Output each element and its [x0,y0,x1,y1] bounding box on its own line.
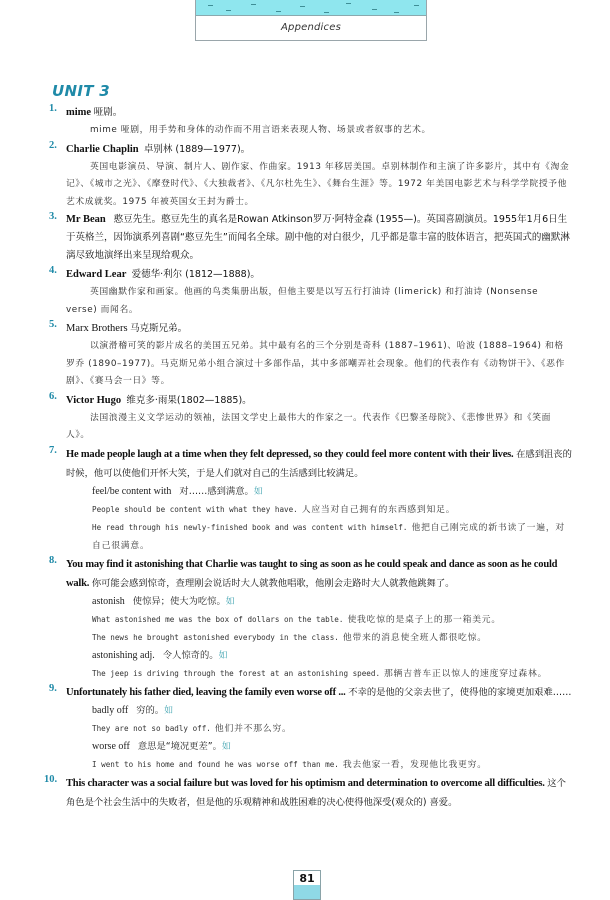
entry-term: Mr Bean [66,214,106,225]
vocab-meaning: 对……感到满意。 [179,485,254,497]
entry-number: 10. [44,773,58,785]
entry-number: 5. [49,319,57,330]
entry-6 [49,390,572,445]
vocab-note [66,647,572,665]
entry-3 [49,211,572,265]
entry-number: 9. [49,682,57,694]
entry-sentence: Unfortunately his father died, leaving the family even worse off ... [66,686,346,698]
entry-8 [49,554,572,683]
example-sentence: People should be content with what they have. 人应当对自己拥有的东西感到知足。 [92,504,456,515]
entry-number: 1. [49,103,57,114]
example-marker: 如 [221,741,231,752]
example-marker: 如 [253,486,263,497]
vocab-meaning: 使惊异；使大为吃惊。 [132,595,226,607]
entry-term-zh: 爱德华·利尔 (1812—1888)。 [131,269,260,280]
entry-number: 6. [49,390,57,402]
entry-body: 法国浪漫主义文学运动的领袖，法国文学史上最伟大的作家之一。代表作《巴黎圣母院》、《悲惨世界》和《笑面人》。 [66,412,552,440]
vocab-meaning: 意思是“境况更差”。 [137,740,222,752]
entry-translation: 不幸的是他的父亲去世了，使得他的家境更加艰难…… [348,686,572,698]
entry-term-zh: 哑剧。 [93,107,123,118]
entry-term: mime [66,107,92,118]
entry-body: mime 哑剧，用手势和身体的动作而不用言语来表现人物、场景或者叙事的艺术。 [90,125,431,135]
entry-4 [49,265,572,319]
entry-sentence: This character was a social failure but was loved for his optimism and determination to overcome all difficulties. [66,777,545,789]
entry-term: Edward Lear [66,269,127,280]
section-banner [195,0,427,41]
page-content [44,82,572,812]
vocab-phrase: badly off [92,704,129,716]
unit-title: UNIT 3 [52,82,111,100]
section-title: Appendices [280,22,341,33]
example-marker: 如 [225,596,235,607]
entry-body: 英国幽默作家和画家。他画的鸟类集册出版，但他主要是以写五行打油诗 (limerick) 和打油诗 (Nonsense verse) 而闻名。 [66,287,539,315]
entry-body: 英国电影演员、导演、制片人、剧作家、作曲家。1913 年移居美国。卓别林制作和主演了许多影片，其中有《淘金记》、《城市之光》、《摩登时代》、《大独裁者》、《凡尔杜先生》、《舞台生涯》等。1972 年美国电影艺术与科学学院授予他艺术成就奖。1975 年被英国女王封为爵士。 [66,161,570,207]
example-sentence: The jeep is driving through the forest at an astonishing speed. 那辆吉普车正以惊人的速度穿过森林。 [92,668,548,679]
entry-translation: 你可能会感到惊奇，查理刚会说话时大人就教他唱歌，他刚会走路时大人就教他跳舞了。 [91,577,455,589]
entry-7 [49,444,572,555]
vocab-meaning: 穷的。 [136,704,165,716]
entry-translation: 这个角色是个社会生活中的失败者，但是他的乐观精神和战胜困难的决心使得他深受(观众的) 喜爱。 [66,777,566,808]
example-sentence: What astonished me was the box of dollars on the table. 使我吃惊的是桌子上的那一箱美元。 [92,614,502,625]
entry-number: 2. [49,139,57,151]
entry-5 [49,319,572,391]
entry-term: Charlie Chaplin [66,143,139,155]
vocab-note [66,702,572,720]
vocab-note [66,738,572,756]
example-sentence: I went to his home and found he was worse off than me. 我去他家一看，发现他比我更穷。 [92,759,487,770]
entry-2 [49,139,572,212]
example-marker: 如 [218,650,228,661]
page-number-band [294,885,320,899]
entry-sentence: You may find it astonishing that Charlie was taught to sing as soon as he could speak and dance as soon as he could walk. [66,558,558,589]
vocab-note [66,593,572,611]
entry-number: 3. [49,211,57,222]
entry-number: 8. [49,554,57,566]
example-marker: 如 [164,705,174,716]
banner-wave-decoration [196,0,426,16]
example-sentence: He read through his newly-finished book and was content with himself. 他把自己刚完成的新书读了一遍，对自己很满意。 [92,522,566,551]
example-sentence: The news he brought astonished everybody in the class. 他带来的消息使全班人都很吃惊。 [92,632,487,643]
example-sentence: They are not so badly off. 他们并不那么穷。 [92,723,292,734]
entry-body: 以演滑稽可笑的影片成名的美国五兄弟。其中最有名的三个分别是奇科 (1887–1961)、哈波 (1888–1964) 和格罗乔 (1890–1977)。马克斯兄弟小组合演过十多部作品，其中多部嘲弄社会现象。他们的代表作有《动物饼干》、《恶作剧》、《赛马会一日》等。 [66,341,565,386]
entry-number: 4. [49,265,57,276]
page-number: 81 [299,872,315,885]
vocab-phrase: worse off [92,740,130,752]
entry-sentence: He made people laugh at a time when they felt depressed, so they could feel more content with their lives. [66,448,514,460]
page-number-box [293,870,321,900]
entry-10 [44,773,572,812]
entry-term: Victor Hugo [66,394,122,406]
entry-number: 7. [49,444,57,456]
vocab-note [66,483,572,501]
entry-term-zh: 维克多·雨果(1802—1885)。 [126,394,252,406]
vocab-phrase: feel/be content with [92,485,172,497]
entry-1 [49,103,572,140]
entry-term-zh: 马克斯兄弟。 [130,323,188,334]
entry-term-zh: 卓别林 (1889—1977)。 [143,143,251,155]
vocab-meaning: 令人惊奇的。 [162,649,219,661]
entry-translation: 在感到沮丧的时候，他可以使他们开怀大笑，于是人们就对自己的生活感到比较满足。 [66,448,572,479]
vocab-phrase: astonishing adj. [92,649,155,661]
entry-term-zh: 憨豆先生。憨豆先生的真名是Rowan Atkinson罗万·阿特金森 (1955—)。英国喜剧演员。1955年1月6日生于英格兰，因饰演系列喜剧“憨豆先生”而闻名全球。剧中他的对白很少，几乎都是靠丰富的肢体语言，把英国式的幽默淋漓尽致地演绎出来呈现给观众。 [66,214,570,261]
vocab-phrase: astonish [92,595,125,607]
entry-term: Marx Brothers [66,323,128,334]
entry-9 [49,682,572,774]
